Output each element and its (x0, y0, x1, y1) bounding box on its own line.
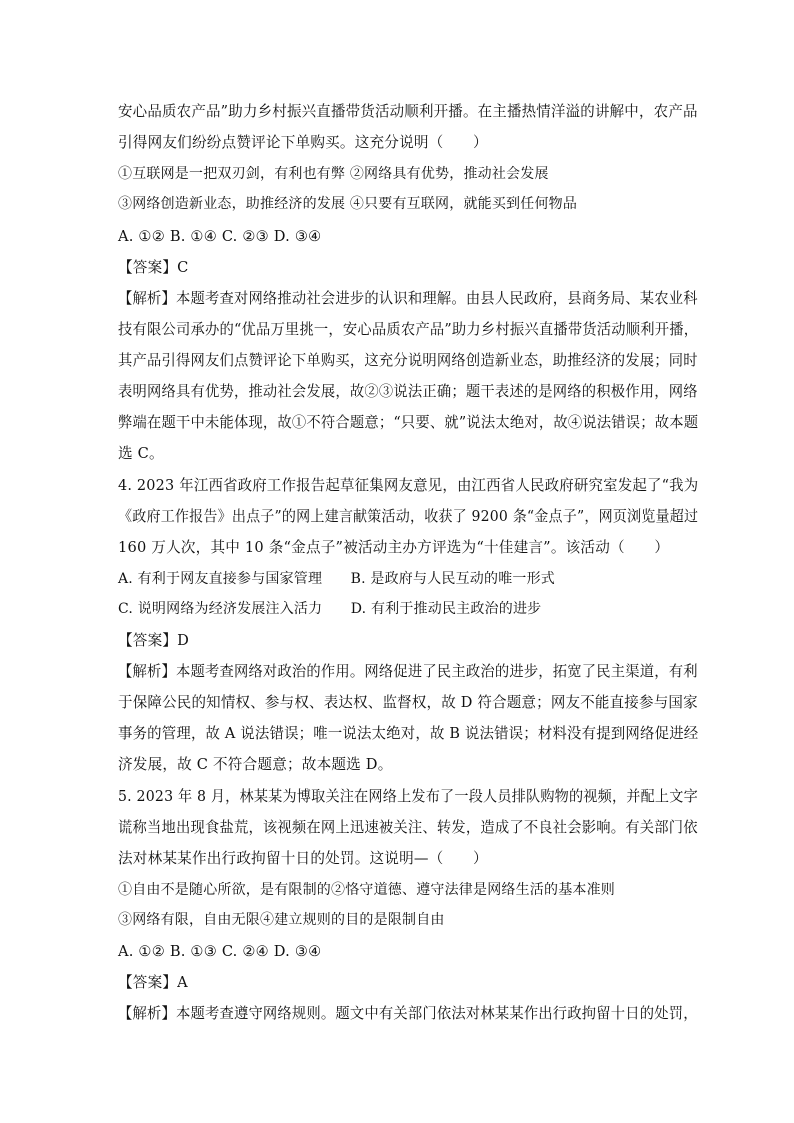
answer-choices: A. ①② B. ①③ C. ②④ D. ③④ (118, 943, 322, 960)
option-line: ①自由不是随心所欲，是有限制的②恪守道德、遵守法律是网络生活的基本准则 (118, 882, 615, 898)
answer-choices: C. 说明网络为经济发展注入活力 D. 有利于推动民主政治的进步 (118, 601, 542, 617)
analysis-line: 选 C。 (118, 445, 164, 462)
question-5-line: 法对林某某作出行政拘留十日的处罚。这说明—（ ） (118, 850, 488, 867)
analysis-line: 【解析】本题考查对网络推动社会进步的认识和理解。由县人民政府，县商务局、某农业科 (118, 290, 698, 307)
analysis-line: 弊端在题干中未能体现，故①不符合题意；“只要、就”说法太绝对，故④说法错误；故本题 (118, 414, 699, 431)
question-4-line: 《政府工作报告》出点子”的网上建言献策活动，收获了 9200 条“金点子”，网页浏览量超过 (118, 508, 699, 525)
analysis-line: 于保障公民的知情权、参与权、表达权、监督权，故 D 符合题意；网友不能直接参与国家 (118, 694, 698, 711)
answer-choices: A. 有利于网友直接参与国家管理 B. 是政府与人民互动的唯一形式 (118, 571, 555, 587)
analysis-line: 【解析】本题考查遵守网络规则。题文中有关部门依法对林某某作出行政拘留十日的处罚， (118, 1005, 698, 1022)
answer-choices: A. ①② B. ①④ C. ②③ D. ③④ (118, 228, 322, 245)
analysis-line: 【解析】本题考查网络对政治的作用。网络促进了民主政治的进步，拓宽了民主渠道，有利 (118, 663, 698, 680)
question-4-line: 160 万人次，其中 10 条“金点子”被活动主办方评选为“十佳建言”。该活动（ ） (118, 539, 670, 556)
answer-label: 【答案】A (118, 974, 188, 991)
analysis-line: 表明网络具有优势，推动社会发展，故②③说法正确；题干表述的是网络的积极作用，网络 (118, 383, 698, 400)
text-line: 引得网友们纷纷点赞评论下单购买。这充分说明（ ） (118, 134, 488, 151)
option-line: ③网络创造新业态，助推经济的发展 ④只要有互联网，就能买到任何物品 (118, 196, 578, 212)
question-5-line: 谎称当地出现食盐荒，该视频在网上迅速被关注、转发，造成了不良社会影响。有关部门依 (118, 819, 698, 836)
analysis-line: 事务的管理，故 A 说法错误；唯一说法太绝对，故 B 说法错误；材料没有提到网络促进经 (118, 725, 699, 742)
analysis-line: 技有限公司承办的“优品万里挑一，安心品质农产品”助力乡村振兴直播带货活动顺利开播， (118, 321, 699, 338)
answer-label: 【答案】C (118, 259, 189, 276)
analysis-line: 其产品引得网友们点赞评论下单购买，这充分说明网络创造新业态，助推经济的发展；同时 (118, 352, 698, 369)
answer-label: 【答案】D (118, 632, 190, 649)
option-line: ①互联网是一把双刃剑，有利也有弊 ②网络具有优势，推动社会发展 (118, 166, 549, 182)
question-4-line: 4. 2023 年江西省政府工作报告起草征集网友意见，由江西省人民政府研究室发起了“我为 (118, 477, 699, 494)
analysis-line: 济发展，故 C 不符合题意；故本题选 D。 (118, 756, 393, 773)
text-line: 安心品质农产品”助力乡村振兴直播带货活动顺利开播。在主播热情洋溢的讲解中，农产品 (118, 103, 698, 120)
option-line: ③网络有限，自由无限④建立规则的目的是限制自由 (118, 912, 445, 928)
question-5-line: 5. 2023 年 8 月，林某某为博取关注在网络上发布了一段人员排队购物的视频，并配上文字 (118, 788, 698, 805)
